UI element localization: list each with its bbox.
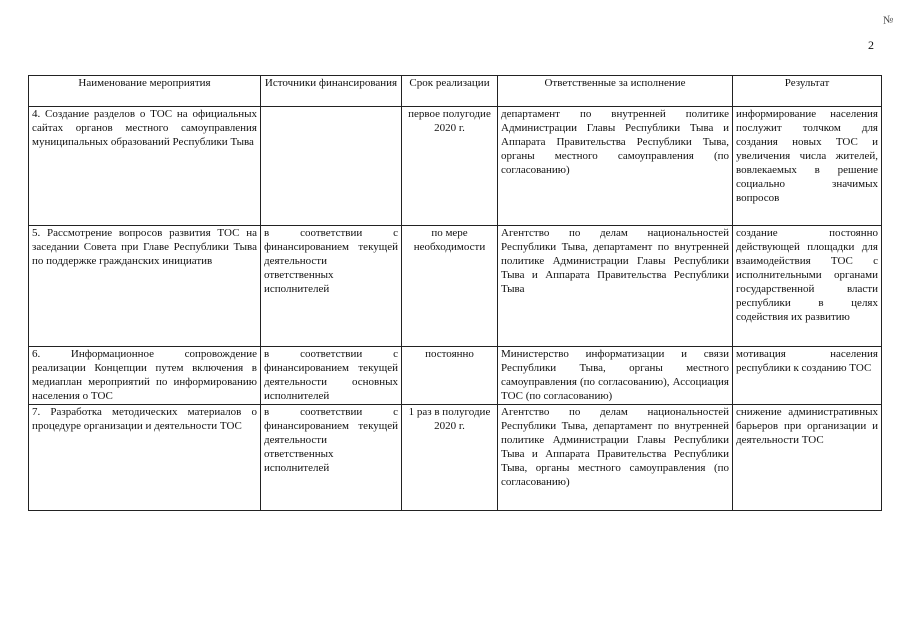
responsible-cell: Агентство по делам национальностей Республики Тыва, департамент по внутренней политике Администрации Главы Республики Тыва и Аппарата Правительства Республики Тыва [498,226,733,347]
table-row [29,226,882,347]
table-row [29,107,882,226]
result-cell: информирование населения послужит толчком для создания новых ТОС и увеличения числа жителей, вовлекаемых в решение социально значимых вопросов [733,107,882,226]
funding-cell [261,107,402,226]
deadline-cell: первое полугодие 2020 г. [402,107,498,226]
funding-cell: в соответствии с финансированием текущей деятельности ответственных исполнителей [261,226,402,347]
table-row [29,405,882,511]
measure-name-cell: 5. Рассмотрение вопросов развития ТОС на заседании Совета при Главе Республики Тыва по поддержке гражданских инициатив [29,226,261,347]
deadline-cell: 1 раз в полугодие 2020 г. [402,405,498,511]
table-row [29,347,882,405]
header-result: Результат [733,76,882,107]
responsible-cell: Министерство информатизации и связи Республики Тыва, органы местного самоуправления (по согласованию), Ассоциация ТОС (по согласованию) [498,347,733,405]
result-cell: снижение административных барьеров при организации и деятельности ТОС [733,405,882,511]
deadline-cell: постоянно [402,347,498,405]
header-responsible: Ответственные за исполнение [498,76,733,107]
deadline-cell: по мере необходимости [402,226,498,347]
measure-name-cell: 7. Разработка методических материалов о процедуре организации и деятельности ТОС [29,405,261,511]
table-header-row [29,76,882,107]
funding-cell: в соответствии с финансированием текущей деятельности основных исполнителей [261,347,402,405]
page-number: 2 [868,38,874,52]
measure-name-cell: 6. Информационное сопровождение реализации Концепции путем включения в медиаплан мероприятий по информированию населения о ТОС [29,347,261,405]
header-measure-name: Наименование мероприятия [29,76,261,107]
header-deadline: Срок реализации [402,76,498,107]
result-cell: создание постоянно действующей площадки для взаимодействия ТОС с исполнительными органами государственной власти республики в целях содействия их развитию [733,226,882,347]
result-cell: мотивация населения республики к созданию ТОС [733,347,882,405]
responsible-cell: департамент по внутренней политике Администрации Главы Республики Тыва и Аппарата Правительства Республики Тыва, органы местного самоуправления (по согласованию) [498,107,733,226]
measure-name-cell: 4. Создание разделов о ТОС на официальных сайтах органов местного самоуправления муниципальных образований Республики Тыва [29,107,261,226]
handwritten-mark: № [881,13,895,27]
responsible-cell: Агентство по делам национальностей Республики Тыва, департамент по внутренней политике Администрации Главы Республики Тыва и Аппарата Правительства Республики Тыва, органы местного самоуправления (по согласованию) [498,405,733,511]
header-funding-sources: Источники финансирования [261,76,402,107]
funding-cell: в соответствии с финансированием текущей деятельности ответственных исполнителей [261,405,402,511]
measures-table [28,75,882,511]
